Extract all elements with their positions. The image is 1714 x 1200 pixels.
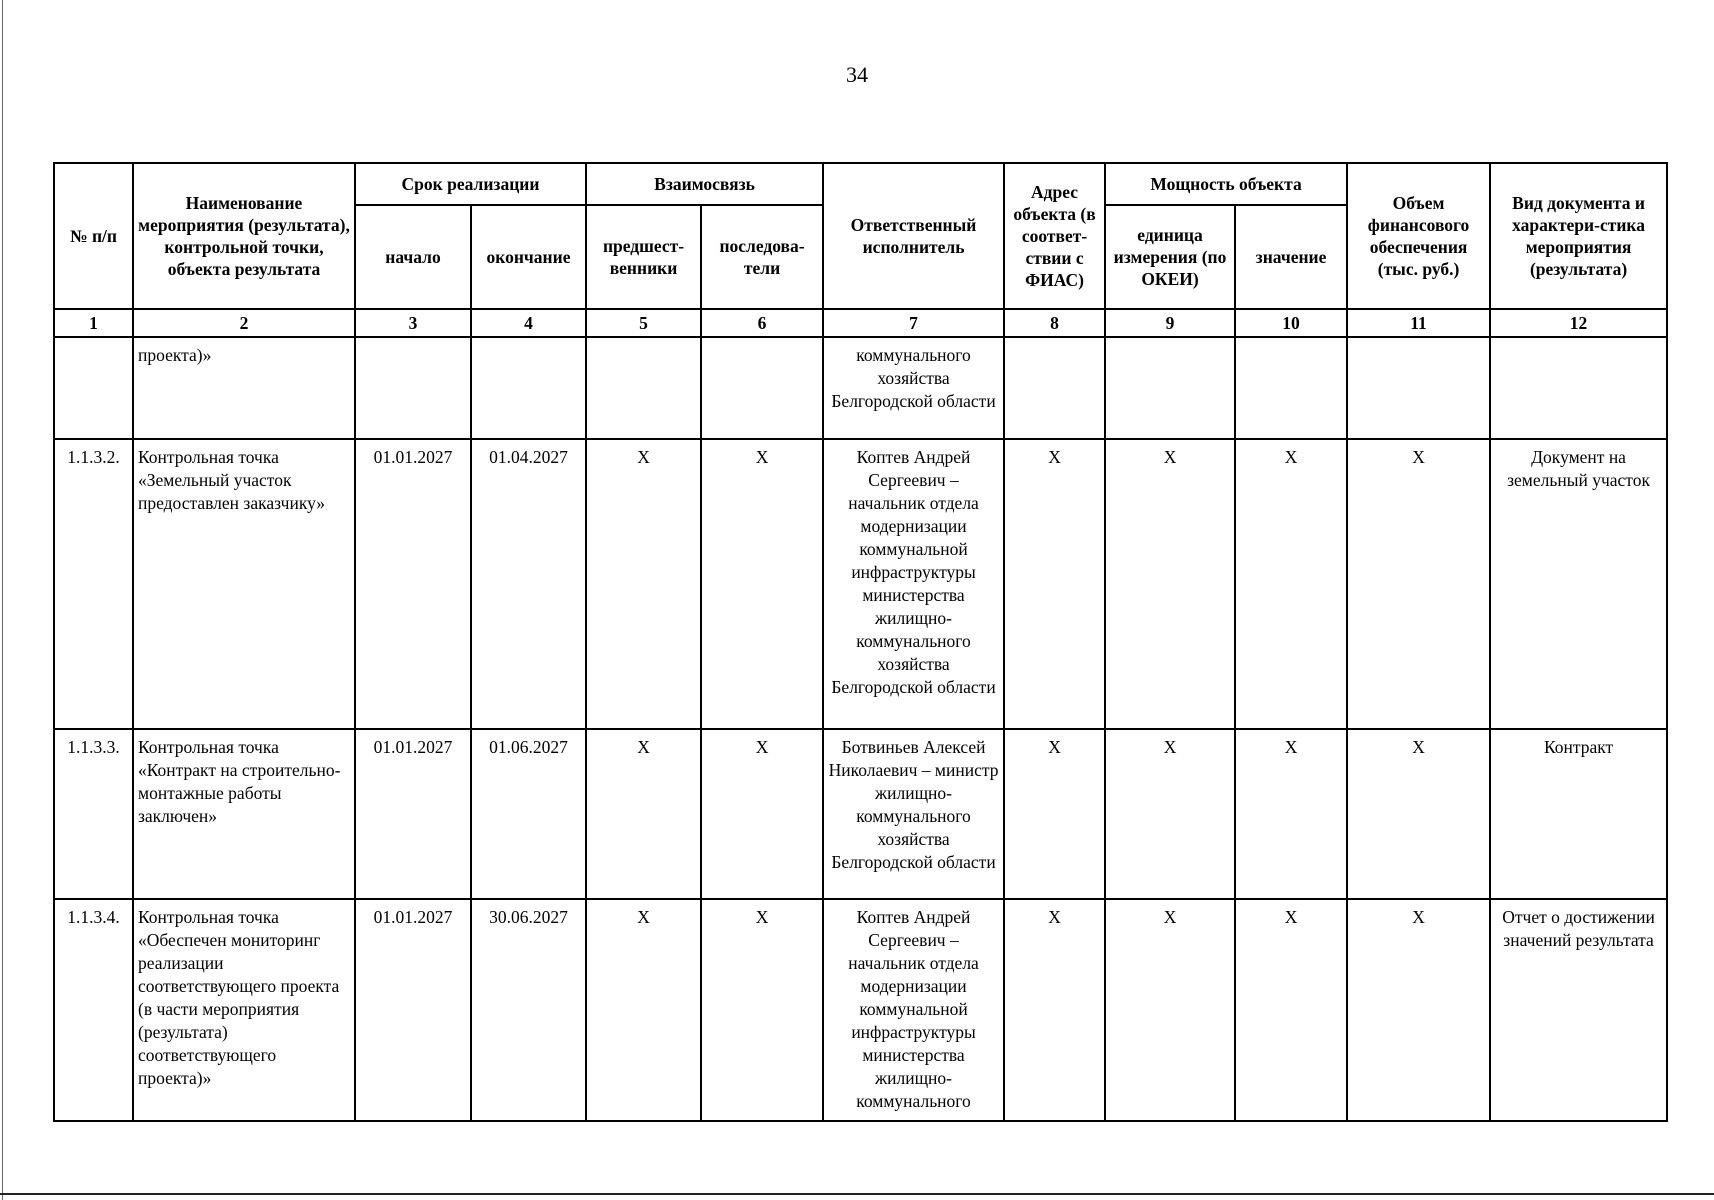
cell-finance: X bbox=[1347, 899, 1490, 1121]
cell-predecessors: X bbox=[586, 899, 701, 1121]
header-executor: Ответственный исполнитель bbox=[823, 163, 1004, 309]
cell-name: проекта)» bbox=[133, 337, 355, 439]
cell-finance: X bbox=[1347, 729, 1490, 899]
cell-end: 30.06.2027 bbox=[471, 899, 586, 1121]
column-number-10: 10 bbox=[1235, 309, 1347, 337]
cell-predecessors: X bbox=[586, 439, 701, 729]
cell-unit: X bbox=[1105, 899, 1235, 1121]
cell-executor: Коптев Андрей Сергеевич – начальник отдела модернизации коммунальной инфраструктуры министерства жилищно-коммунального bbox=[823, 899, 1004, 1121]
header-address: Адрес объекта (в соответ-ствии с ФИАС) bbox=[1004, 163, 1105, 309]
cell-successors: X bbox=[701, 729, 823, 899]
table-row bbox=[54, 729, 1667, 899]
cell-end bbox=[471, 337, 586, 439]
cell-value: X bbox=[1235, 439, 1347, 729]
cell-address: X bbox=[1004, 899, 1105, 1121]
header-end: окончание bbox=[471, 205, 586, 309]
header-name: Наименование мероприятия (результата), контрольной точки, объекта результата bbox=[133, 163, 355, 309]
cell-start: 01.01.2027 bbox=[355, 729, 471, 899]
column-number-4: 4 bbox=[471, 309, 586, 337]
cell-document: Контракт bbox=[1490, 729, 1667, 899]
table-row bbox=[54, 337, 1667, 439]
header-period: Срок реализации bbox=[355, 163, 586, 205]
cell-executor: Ботвиньев Алексей Николаевич – министр жилищно-коммунального хозяйства Белгородской области bbox=[823, 729, 1004, 899]
cell-value: X bbox=[1235, 729, 1347, 899]
column-number-11: 11 bbox=[1347, 309, 1490, 337]
cell-name: Контрольная точка «Земельный участок предоставлен заказчику» bbox=[133, 439, 355, 729]
column-number-12: 12 bbox=[1490, 309, 1667, 337]
header-start: начало bbox=[355, 205, 471, 309]
column-number-7: 7 bbox=[823, 309, 1004, 337]
cell-name: Контрольная точка «Обеспечен мониторинг реализации соответствующего проекта (в части мероприятия (результата) соответствующего проекта)» bbox=[133, 899, 355, 1121]
cell-value bbox=[1235, 337, 1347, 439]
cell-unit bbox=[1105, 337, 1235, 439]
cell-document bbox=[1490, 337, 1667, 439]
header-value: значение bbox=[1235, 205, 1347, 309]
header-number: № п/п bbox=[54, 163, 133, 309]
table-row bbox=[54, 899, 1667, 1121]
cell-end: 01.06.2027 bbox=[471, 729, 586, 899]
header-predecessors: предшест-венники bbox=[586, 205, 701, 309]
cell-address: X bbox=[1004, 729, 1105, 899]
cell-unit: X bbox=[1105, 729, 1235, 899]
cell-number: 1.1.3.3. bbox=[54, 729, 133, 899]
cell-document: Отчет о достижении значений результата bbox=[1490, 899, 1667, 1121]
cell-value: X bbox=[1235, 899, 1347, 1121]
page-number: 34 bbox=[846, 62, 868, 87]
page-left-edge bbox=[2, 0, 3, 1200]
page-bottom-edge bbox=[0, 1193, 1714, 1195]
column-number-8: 8 bbox=[1004, 309, 1105, 337]
header-capacity: Мощность объекта bbox=[1105, 163, 1347, 205]
cell-start bbox=[355, 337, 471, 439]
cell-number bbox=[54, 337, 133, 439]
column-number-1: 1 bbox=[54, 309, 133, 337]
cell-executor: коммунального хозяйства Белгородской области bbox=[823, 337, 1004, 439]
cell-unit: X bbox=[1105, 439, 1235, 729]
cell-address bbox=[1004, 337, 1105, 439]
implementation-plan-table bbox=[53, 162, 1668, 1122]
cell-number: 1.1.3.4. bbox=[54, 899, 133, 1121]
cell-successors: X bbox=[701, 439, 823, 729]
header-successors: последова-тели bbox=[701, 205, 823, 309]
cell-finance: X bbox=[1347, 439, 1490, 729]
column-number-5: 5 bbox=[586, 309, 701, 337]
column-number-9: 9 bbox=[1105, 309, 1235, 337]
column-number-2: 2 bbox=[133, 309, 355, 337]
cell-end: 01.04.2027 bbox=[471, 439, 586, 729]
cell-executor: Коптев Андрей Сергеевич – начальник отдела модернизации коммунальной инфраструктуры министерства жилищно-коммунального хозяйства Белгородской области bbox=[823, 439, 1004, 729]
column-number-6: 6 bbox=[701, 309, 823, 337]
cell-successors bbox=[701, 337, 823, 439]
cell-address: X bbox=[1004, 439, 1105, 729]
header-unit: единица измерения (по ОКЕИ) bbox=[1105, 205, 1235, 309]
cell-successors: X bbox=[701, 899, 823, 1121]
table-row bbox=[54, 439, 1667, 729]
cell-start: 01.01.2027 bbox=[355, 439, 471, 729]
cell-start: 01.01.2027 bbox=[355, 899, 471, 1121]
cell-document: Документ на земельный участок bbox=[1490, 439, 1667, 729]
header-finance: Объем финансового обеспечения (тыс. руб.) bbox=[1347, 163, 1490, 309]
header-relationship: Взаимосвязь bbox=[586, 163, 823, 205]
cell-number: 1.1.3.2. bbox=[54, 439, 133, 729]
column-number-3: 3 bbox=[355, 309, 471, 337]
cell-finance bbox=[1347, 337, 1490, 439]
header-document: Вид документа и характери-стика мероприятия (результата) bbox=[1490, 163, 1667, 309]
cell-name: Контрольная точка «Контракт на строительно-монтажные работы заключен» bbox=[133, 729, 355, 899]
cell-predecessors: X bbox=[586, 729, 701, 899]
cell-predecessors bbox=[586, 337, 701, 439]
